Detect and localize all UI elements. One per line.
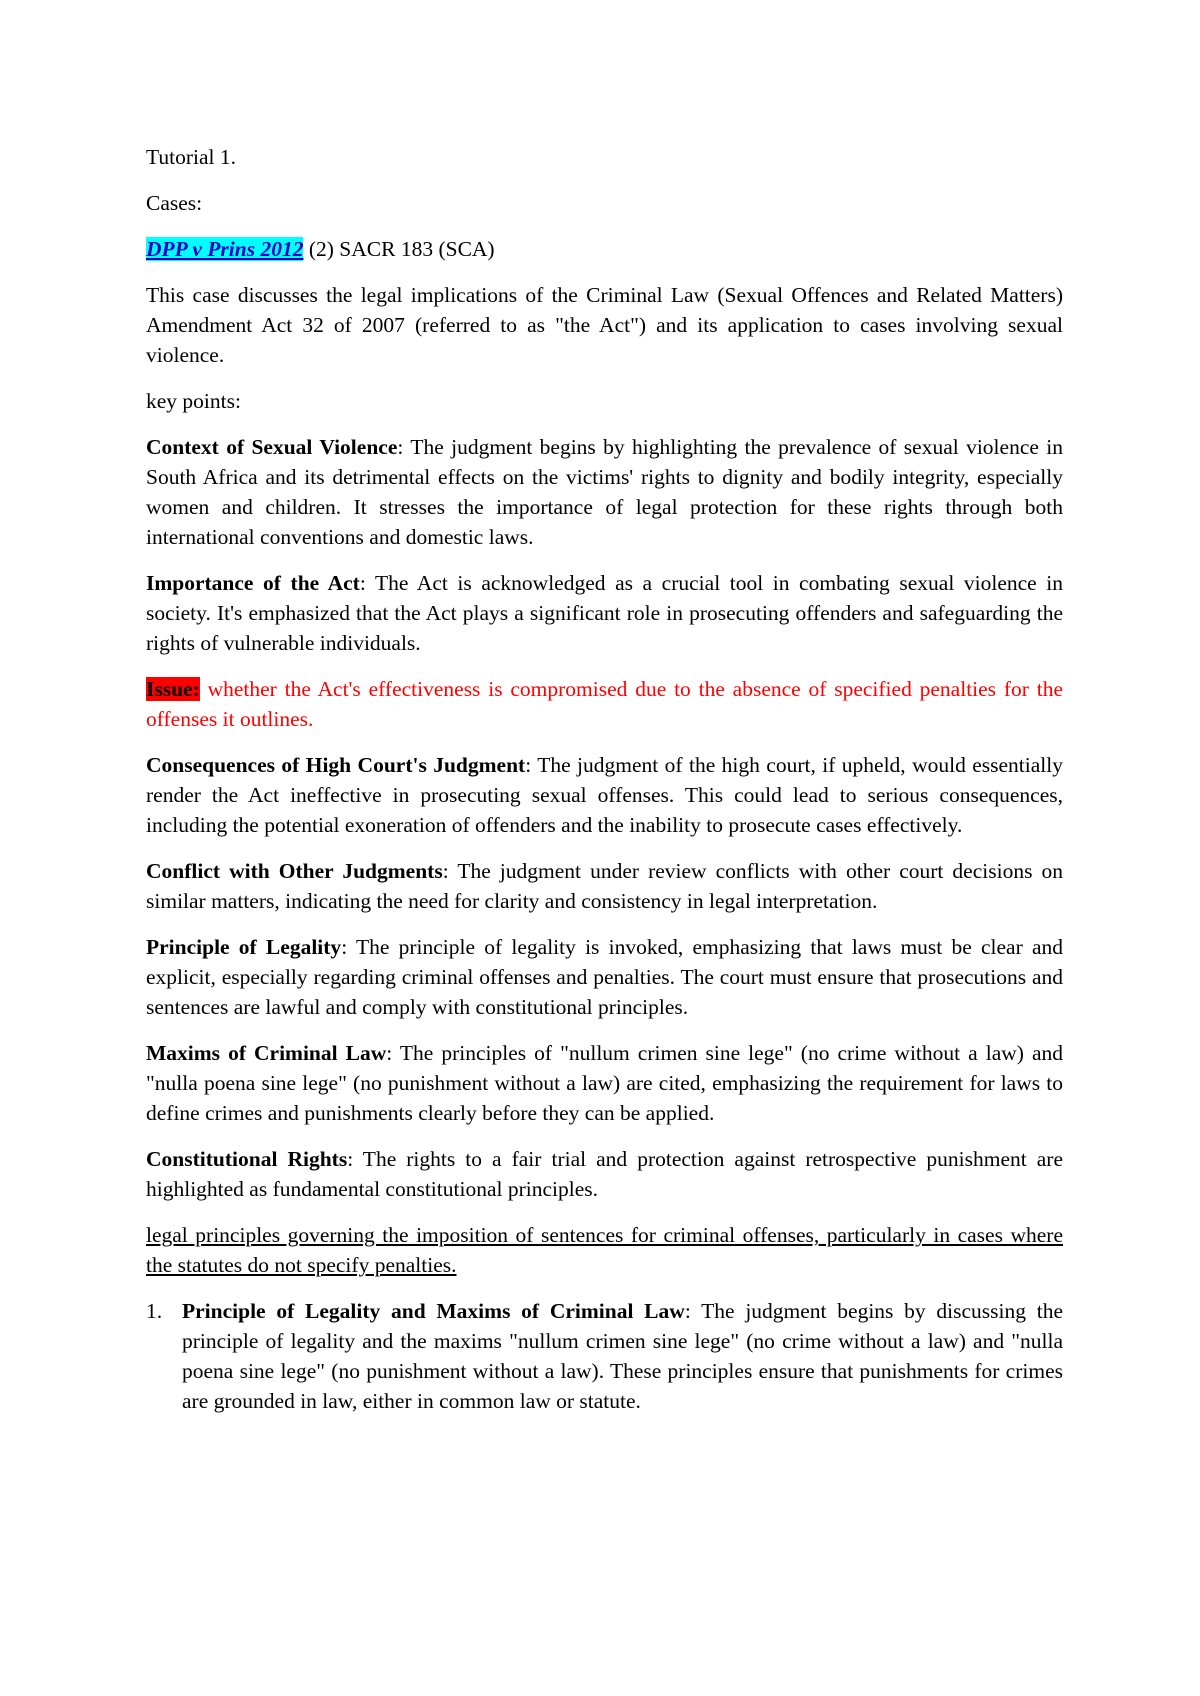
- cases-label-text: Cases:: [146, 191, 203, 215]
- case-citation: [146, 234, 1063, 264]
- point-paragraph: [146, 932, 1063, 1022]
- point-text: : The judgment under review conflicts with other court decisions on similar matters, indicating the need for clarity and consistency in legal interpretation.: [146, 859, 1063, 913]
- heading-text: Tutorial 1.: [146, 145, 236, 169]
- key-points-label: [146, 386, 1063, 416]
- document-heading: [146, 142, 1063, 172]
- point-paragraph: [146, 1144, 1063, 1204]
- point-text: : The principle of legality is invoked, emphasizing that laws must be clear and explicit, especially regarding criminal offenses and penalties. The court must ensure that prosecutions and sentences are lawful and comply with constitutional principles.: [146, 935, 1063, 1019]
- point-text: : The principles of "nullum crimen sine lege" (no crime without a law) and "nulla poena sine lege" (no punishment without a law) are cited, emphasizing the requirement for laws to define crimes and punishments clearly before they can be applied.: [146, 1041, 1063, 1125]
- issue-text: whether the Act's effectiveness is compromised due to the absence of specified penalties for the offenses it outlines.: [146, 677, 1063, 731]
- numbered-list: [146, 1296, 1063, 1416]
- point-term: Principle of Legality: [146, 935, 342, 959]
- point-term: Maxims of Criminal Law: [146, 1041, 387, 1065]
- point-text: : The judgment begins by highlighting the prevalence of sexual violence in South Africa and its detrimental effects on the victims' rights to dignity and bodily integrity, especially women and children. It stresses the importance of legal protection for these rights through both international conventions and domestic laws.: [146, 435, 1063, 549]
- list-item-number: 1.: [146, 1299, 163, 1323]
- point-paragraph: [146, 432, 1063, 552]
- point-paragraph: [146, 856, 1063, 916]
- principles-heading: [146, 1220, 1063, 1280]
- principles-heading-text: legal principles governing the imposition of sentences for criminal offenses, particularly in cases where the statutes do not specify penalties.: [146, 1223, 1063, 1277]
- point-term: Importance of the Act: [146, 571, 360, 595]
- point-text: : The judgment of the high court, if upheld, would essentially render the Act ineffective in prosecuting sexual offenses. This could lead to serious consequences, including the potential exoneration of offenders and the inability to prosecute cases effectively.: [146, 753, 1063, 837]
- document-page: [146, 142, 1063, 1416]
- list-item-term: Principle of Legality and Maxims of Criminal Law: [182, 1299, 685, 1323]
- point-text: : The rights to a fair trial and protection against retrospective punishment are highlighted as fundamental constitutional principles.: [146, 1147, 1063, 1201]
- cases-label: [146, 188, 1063, 218]
- point-term: Consequences of High Court's Judgment: [146, 753, 526, 777]
- point-term: Constitutional Rights: [146, 1147, 348, 1171]
- point-paragraph: [146, 568, 1063, 658]
- case-citation-text: (2) SACR 183 (SCA): [303, 237, 495, 261]
- list-item-text: : The judgment begins by discussing the principle of legality and the maxims "nullum crimen sine lege" (no crime without a law) and "nulla poena sine lege" (no punishment without a law). These principles ensure that punishments for crimes are grounded in law, either in common law or statute.: [182, 1299, 1063, 1413]
- intro-paragraph: [146, 280, 1063, 370]
- issue-paragraph: [146, 674, 1063, 734]
- key-points-label-text: key points:: [146, 389, 241, 413]
- intro-text: This case discusses the legal implications of the Criminal Law (Sexual Offences and Related Matters) Amendment Act 32 of 2007 (referred to as "the Act") and its application to cases involving sexual violence.: [146, 283, 1063, 367]
- point-text: : The Act is acknowledged as a crucial tool in combating sexual violence in society. It's emphasized that the Act plays a significant role in prosecuting offenders and safeguarding the rights of vulnerable individuals.: [146, 571, 1064, 655]
- case-title-link[interactable]: DPP v Prins 2012: [146, 237, 304, 261]
- list-item: [146, 1296, 1063, 1416]
- point-term: Context of Sexual Violence: [146, 435, 398, 459]
- issue-label: Issue:: [146, 677, 200, 701]
- point-paragraph: [146, 750, 1063, 840]
- point-paragraph: [146, 1038, 1063, 1128]
- point-term: Conflict with Other Judgments: [146, 859, 443, 883]
